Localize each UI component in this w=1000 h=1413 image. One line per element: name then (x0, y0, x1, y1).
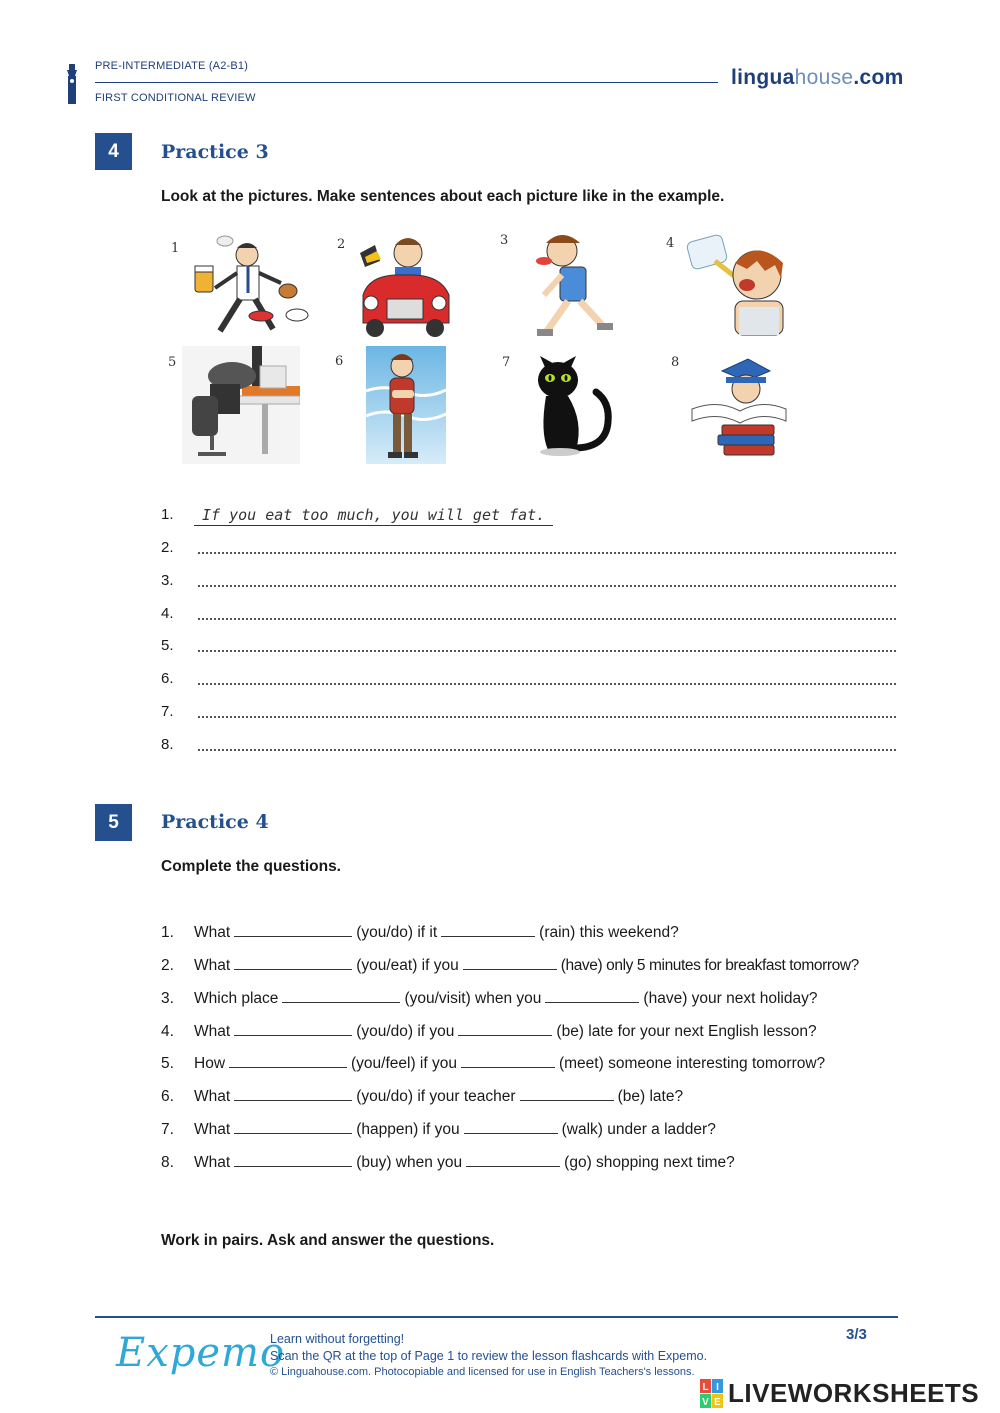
lesson-topic: FIRST CONDITIONAL REVIEW (95, 92, 256, 104)
stressed-office-worker-illustration (182, 346, 300, 464)
linguahouse-logo[interactable]: linguahouse.com (731, 66, 904, 89)
line-number-4: 4. (161, 605, 174, 622)
page-number: 3/3 (846, 1326, 867, 1343)
question-4: 4. What (you/do) if you (be) late for your next English lesson? (161, 1023, 817, 1040)
question-6: 6. What (you/do) if your teacher (be) late? (161, 1088, 684, 1105)
overeating-man-illustration (185, 233, 315, 343)
footer-divider (95, 1316, 898, 1318)
section-number-4: 4 (95, 133, 132, 170)
fast-car-illustration (355, 233, 455, 341)
answer-line-2[interactable] (198, 552, 896, 554)
picture-number-7: 7 (502, 355, 511, 370)
question-8: 8. What (buy) when you (go) shopping next time? (161, 1154, 735, 1171)
section-title-practice-3: Practice 3 (161, 141, 269, 163)
picture-number-1: 1 (171, 241, 180, 256)
picture-number-4: 4 (666, 236, 675, 251)
blank-6a[interactable] (234, 1100, 352, 1101)
line-number-1: 1. (161, 506, 174, 523)
blank-3b[interactable] (545, 1002, 639, 1003)
line-number-8: 8. (161, 736, 174, 753)
blank-1a[interactable] (234, 936, 352, 937)
line-number-5: 5. (161, 637, 174, 654)
picture-number-2: 2 (337, 237, 346, 252)
practice-4-instruction: Complete the questions. (161, 858, 341, 875)
picture-number-8: 8 (671, 355, 680, 370)
footer-qr-note: Scan the QR at the top of Page 1 to review the lesson flashcards with Expemo. (270, 1349, 708, 1363)
question-5: 5. How (you/feel) if you (meet) someone interesting tomorrow? (161, 1055, 826, 1072)
black-cat-illustration (536, 352, 614, 456)
blank-7b[interactable] (464, 1133, 558, 1134)
blank-8a[interactable] (234, 1166, 352, 1167)
pairs-instruction: Work in pairs. Ask and answer the questions. (161, 1232, 495, 1249)
blank-5a[interactable] (229, 1067, 347, 1068)
course-level: PRE-INTERMEDIATE (A2-B1) (95, 60, 249, 72)
svg-text:I: I (716, 1381, 719, 1393)
picture-number-6: 6 (335, 354, 344, 369)
header-divider (95, 82, 718, 83)
practice-3-instruction: Look at the pictures. Make sentences about each picture like in the example. (161, 188, 725, 205)
example-answer[interactable]: If you eat too much, you will get fat. (194, 506, 553, 526)
blank-4b[interactable] (458, 1035, 552, 1036)
blank-7a[interactable] (234, 1133, 352, 1134)
liveworksheets-badge-icon (700, 1379, 724, 1409)
svg-text:L: L (702, 1381, 709, 1393)
student-with-books-illustration (688, 355, 788, 461)
blank-1b[interactable] (441, 936, 535, 937)
big-ben-icon (66, 64, 78, 104)
answer-line-3[interactable] (198, 585, 896, 587)
answer-line-6[interactable] (198, 683, 896, 685)
blank-4a[interactable] (234, 1035, 352, 1036)
blank-8b[interactable] (466, 1166, 560, 1167)
blank-3a[interactable] (282, 1002, 400, 1003)
liveworksheets-watermark[interactable]: L I V E LIVEWORKSHEETS (700, 1378, 979, 1409)
answer-line-5[interactable] (198, 650, 896, 652)
line-number-2: 2. (161, 539, 174, 556)
question-3: 3. Which place (you/visit) when you (have) your next holiday? (161, 990, 818, 1007)
question-7: 7. What (happen) if you (walk) under a ladder? (161, 1121, 716, 1138)
footer-copyright: © Linguahouse.com. Photocopiable and licensed for use in English Teachers's lessons. (270, 1366, 695, 1378)
picture-number-3: 3 (500, 233, 509, 248)
answer-line-4[interactable] (198, 618, 896, 620)
blank-2a[interactable] (234, 969, 352, 970)
blank-5b[interactable] (461, 1067, 555, 1068)
question-1: 1. What (you/do) if it (rain) this weekend? (161, 924, 679, 941)
footer-tagline: Learn without forgetting! (270, 1332, 405, 1346)
svg-text:E: E (714, 1396, 721, 1408)
expemo-logo[interactable]: Expemo (116, 1330, 286, 1376)
line-number-7: 7. (161, 703, 174, 720)
svg-text:V: V (702, 1396, 709, 1408)
blank-2b[interactable] (463, 969, 557, 970)
answer-line-7[interactable] (198, 716, 896, 718)
blank-6b[interactable] (520, 1100, 614, 1101)
question-2: 2. What (you/eat) if you (have) only 5 minutes for breakfast tomorrow? (161, 957, 859, 974)
line-number-3: 3. (161, 572, 174, 589)
section-number-5: 5 (95, 804, 132, 841)
section-title-practice-4: Practice 4 (161, 811, 269, 833)
cold-man-illustration (366, 346, 446, 464)
drinking-boy-illustration (685, 233, 795, 338)
line-number-6: 6. (161, 670, 174, 687)
answer-line-8[interactable] (198, 749, 896, 751)
tired-runner-illustration (522, 229, 617, 344)
picture-number-5: 5 (168, 355, 177, 370)
